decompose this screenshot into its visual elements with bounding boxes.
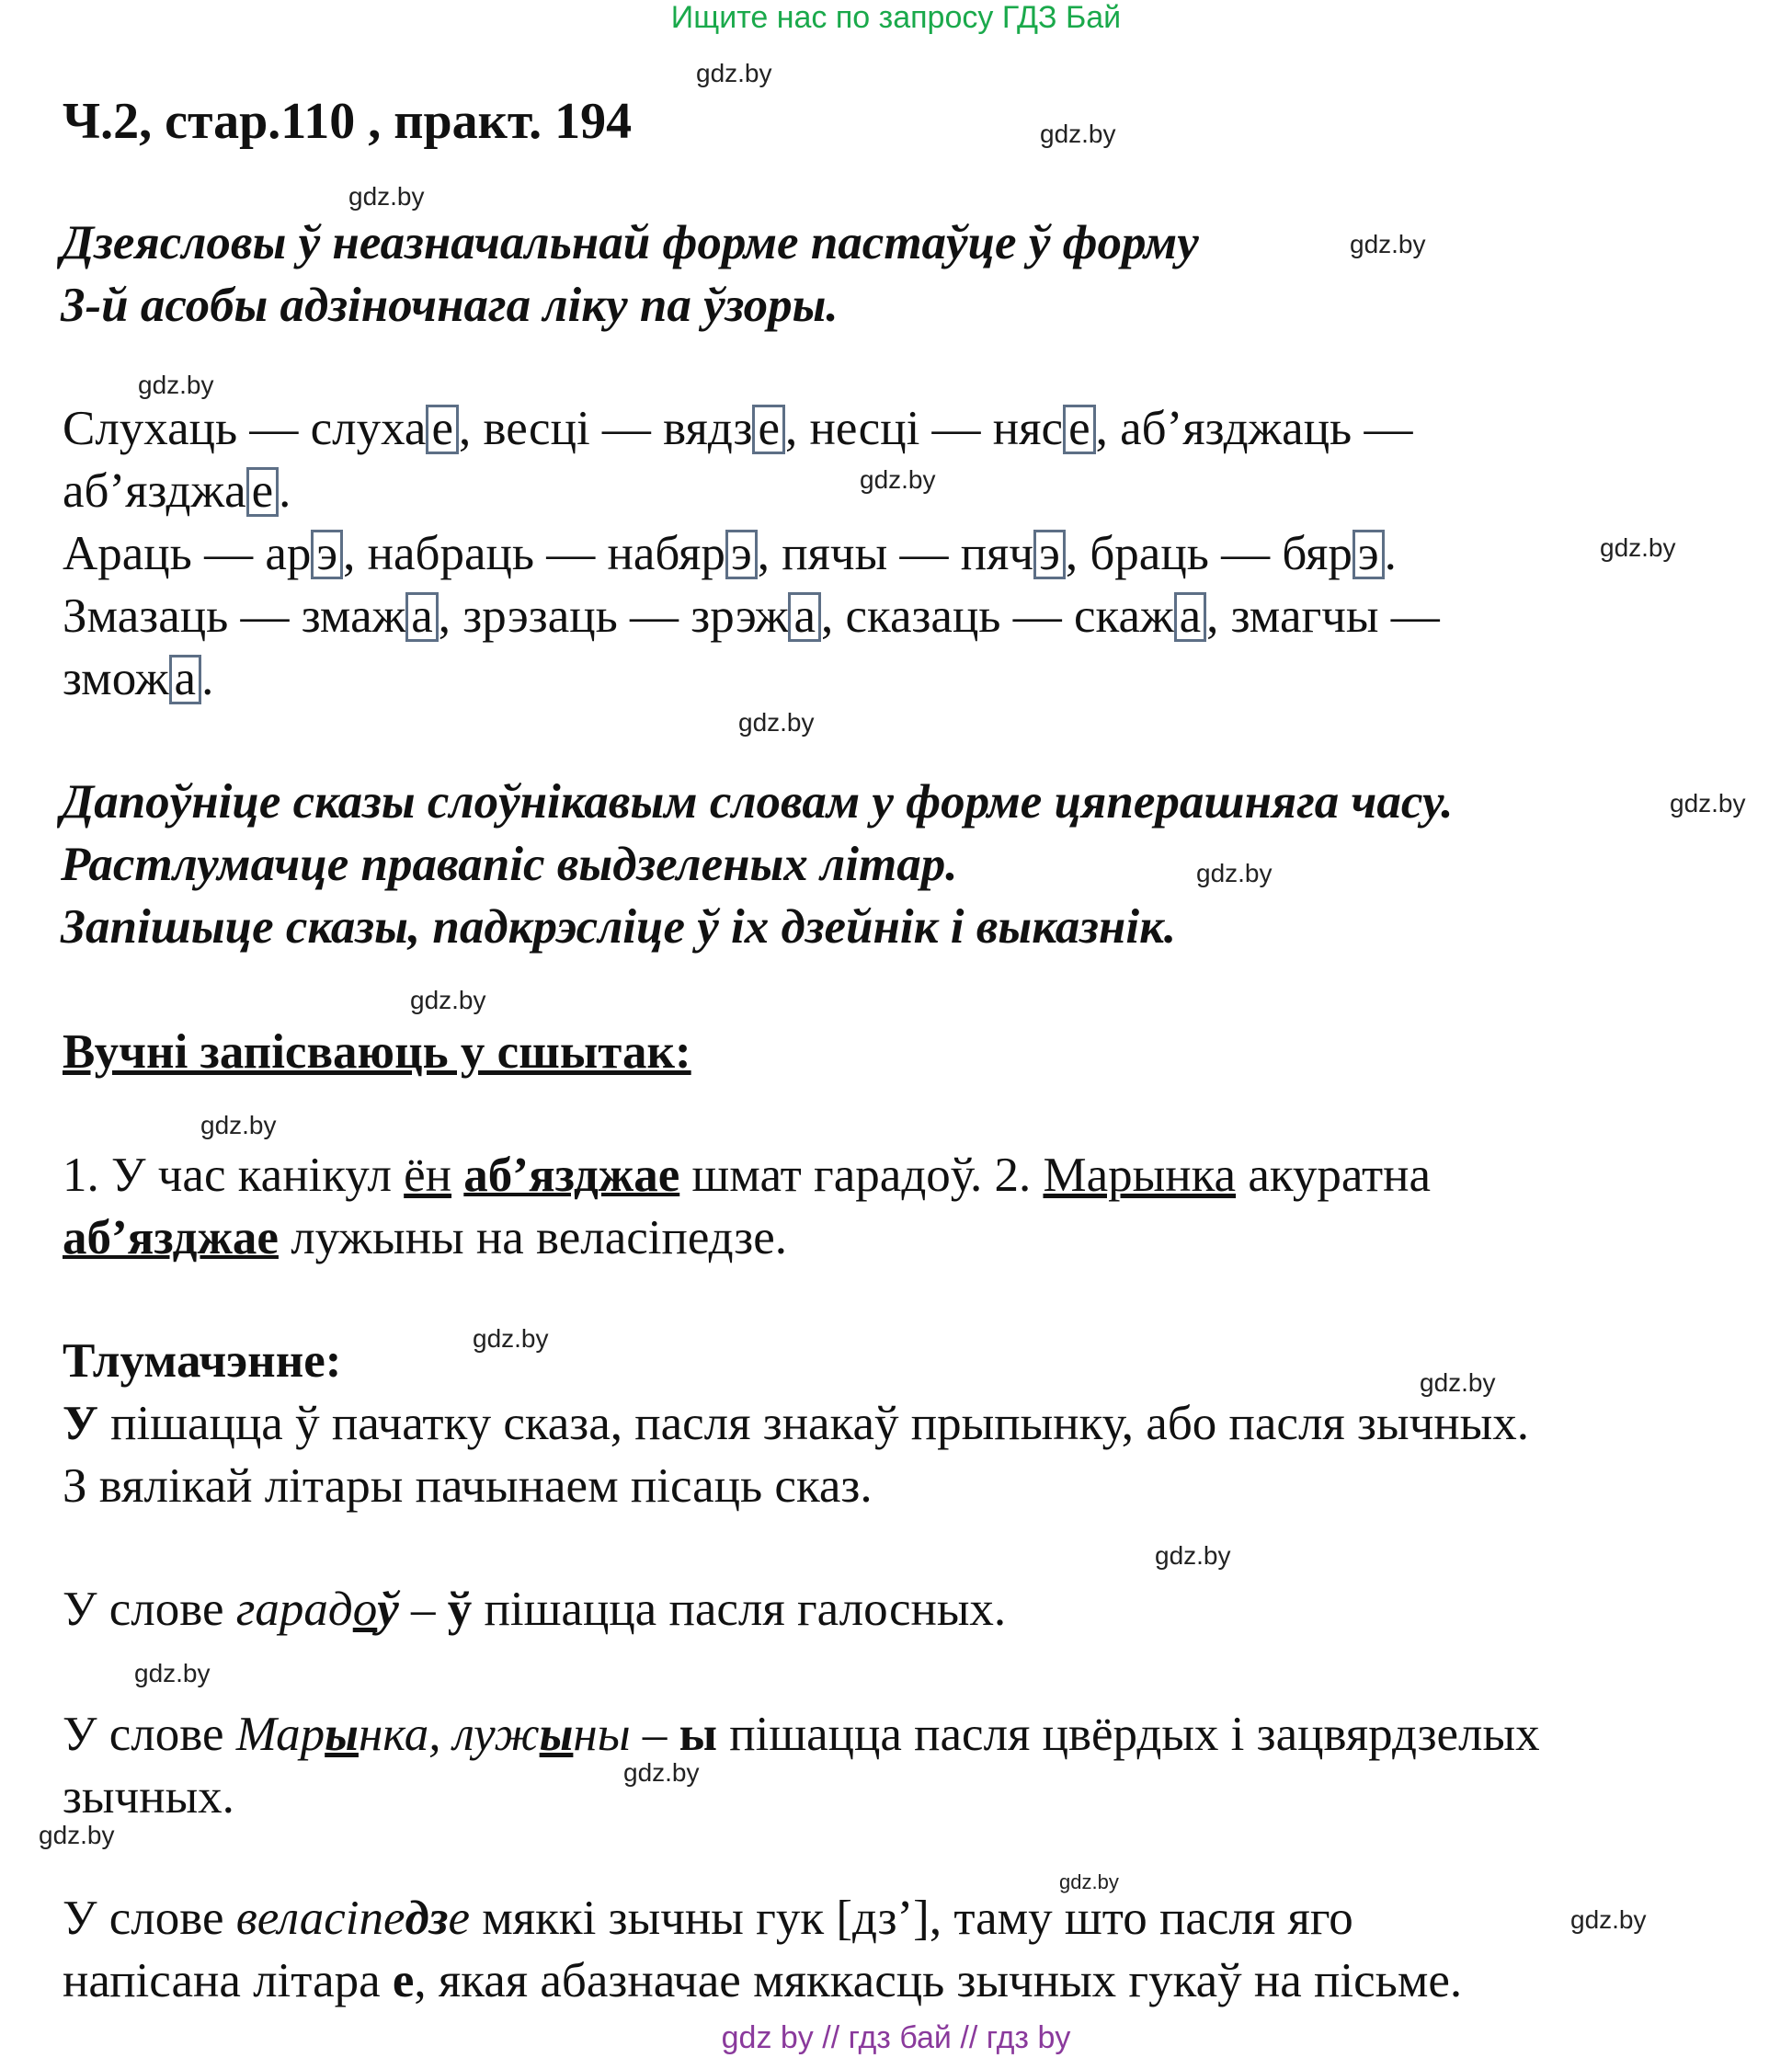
footer-links[interactable]: gdz by // гдз бай // гдз by [721, 2020, 1071, 2055]
ending-box: э [1353, 530, 1385, 579]
watermark: gdz.by [410, 986, 486, 1014]
ending-box: а [788, 592, 821, 642]
watermark: gdz.by [1600, 533, 1676, 562]
explanation-p4-line1: У слове веласіпедзе мяккі зычны гук [дз’], таму што пасля яго [63, 1892, 1353, 1945]
ending-box: э [311, 530, 343, 579]
explanation-p4-line2: напісана літара е, якая абазначае мяккасць зычных гукаў на пісьме. [63, 1954, 1463, 2007]
ex1-row2: аб’язджа е . [63, 464, 291, 518]
ending-box: а [169, 655, 202, 704]
watermark: gdz.by [696, 59, 772, 87]
task2-line2: Растлумачце правапіс выдзеленых літар. [61, 838, 958, 891]
predicate: аб’язджае [463, 1149, 680, 1202]
explanation-p2: У слове гарадоў – ў пішацца пасля галосных. [63, 1583, 1007, 1636]
watermark: gdz.by [200, 1111, 277, 1139]
ex1-row4: Змазаць — змаж а , зрэзаць — зрэж а , сказаць — скаж а , змагчы — [63, 589, 1440, 643]
task2-line1: Дапоўніце сказы слоўнікавым словам у форме цяперашняга часу. [61, 775, 1454, 829]
predicate: аб’язджае [63, 1211, 279, 1264]
ending-box: е [246, 467, 280, 517]
task2-line3: Запішыце сказы, падкрэсліце ў іх дзейнік і выказнік. [61, 900, 1177, 954]
ending-box: э [725, 530, 758, 579]
watermark: gdz.by [1670, 789, 1746, 817]
watermark: gdz.by [134, 1659, 211, 1687]
watermark: gdz.by [1570, 1905, 1647, 1934]
task1-line1: Дзеясловы ў неазначальнай форме пастаўце ў форму [61, 216, 1199, 269]
watermark: gdz.by [1040, 120, 1116, 148]
watermark: gdz.by [138, 371, 214, 399]
watermark: gdz.by [860, 465, 936, 494]
watermark: gdz.by [1420, 1368, 1496, 1397]
subject: Марынка [1043, 1149, 1237, 1202]
ending-box: а [405, 592, 439, 642]
explanation-p3-line1: У слове Марынка, лужыны – ы пішацца пасля цвёрдых і зацвярдзелых [63, 1708, 1540, 1761]
top-banner[interactable]: Ищите нас по запросу ГДЗ Бай [670, 0, 1122, 35]
explanation-p1-line2: З вялікай літары пачынаем пісаць сказ. [63, 1459, 873, 1513]
watermark: gdz.by [1155, 1541, 1231, 1570]
ending-box: е [752, 405, 785, 454]
ending-box: е [426, 405, 459, 454]
watermark: gdz.by [39, 1821, 115, 1849]
watermark: gdz.by [473, 1324, 549, 1353]
subject: ён [404, 1149, 452, 1202]
ending-box: е [1063, 405, 1096, 454]
ending-box: э [1033, 530, 1066, 579]
watermark: gdz.by [1350, 230, 1426, 258]
watermark: gdz.by [738, 708, 815, 737]
explanation-heading: Тлумачэнне: [63, 1334, 342, 1388]
explanation-p3-line2: зычных. [63, 1770, 234, 1824]
task1-line2: 3-й асобы адзіночнага ліку па ўзоры. [61, 279, 839, 332]
watermark: gdz.by [1059, 1870, 1119, 1893]
sentence-line1: 1. У час канікул ён аб’язджае шмат гарадоў. 2. Марынка акуратна [63, 1149, 1432, 1202]
watermark: gdz.by [623, 1758, 700, 1787]
ex1-row3: Араць — ар э , набраць — набяр э , пячы — пяч э , браць — бяр э . [63, 527, 1397, 580]
watermark: gdz.by [348, 182, 425, 211]
students-heading: Вучні запісваюць у сшытак: [63, 1025, 691, 1079]
sentence-line2: аб’язджае лужыны на веласіпедзе. [63, 1211, 787, 1264]
ex1-row5: змож а . [63, 652, 214, 705]
ex1-row1: Слухаць — слуха е , весці — вядз е , несці — няс е , аб’язджаць — [63, 402, 1413, 455]
explanation-p1-line1: У пішацца ў пачатку сказа, пасля знакаў прыпынку, або пасля зычных. [63, 1397, 1529, 1450]
page-title: Ч.2, стар.110 , практ. 194 [63, 93, 633, 150]
watermark: gdz.by [1196, 859, 1273, 887]
ending-box: а [1174, 592, 1207, 642]
